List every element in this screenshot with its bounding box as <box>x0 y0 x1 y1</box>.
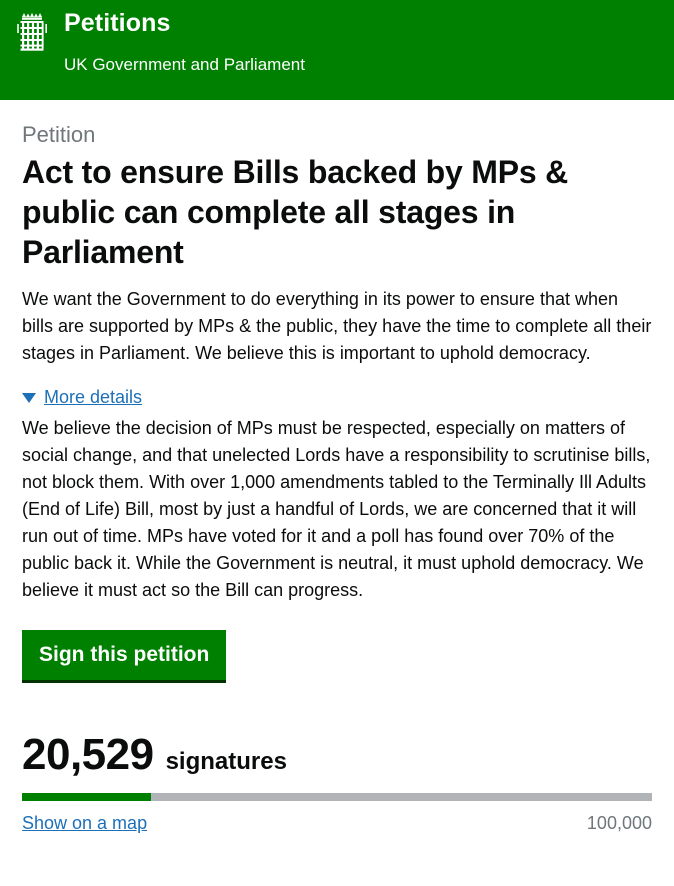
triangle-down-icon <box>22 393 36 403</box>
signature-progress-fill <box>22 793 151 801</box>
header-text <box>64 8 305 76</box>
signature-footer <box>22 811 652 835</box>
signature-count-line <box>22 731 652 779</box>
site-title[interactable]: Petitions <box>64 9 171 37</box>
page-title: Act to ensure Bills backed by MPs & public can complete all stages in Parliament <box>22 154 569 270</box>
signature-count-section <box>22 731 652 835</box>
signature-count: 20,529 <box>22 730 154 779</box>
signature-threshold: 100,000 <box>586 813 652 833</box>
petition-additional-details-text: We believe the decision of MPs must be respected, especially on matters of social change, and that unelected Lords have a responsibility to scrutinise bills, not block them. With over 1,000 amendments tabled to the Terminally Ill Adults (End of Life) Bill, most by just a handful of Lords, we are concerned that it will run out of time. MPs have voted for it and a poll has found over 70% of the public back it. While the Government is neutral, it must uphold democracy. We believe it must act so the Bill can progress. <box>22 418 651 600</box>
show-on-a-map-link[interactable]: Show on a map <box>22 813 148 833</box>
sign-this-petition-button[interactable]: Sign this petition <box>22 630 226 683</box>
header-inner <box>0 8 674 76</box>
petition-background-text: We want the Government to do everything in its power to ensure that when bills are supported by MPs & the public, they have the time to complete all their stages in Parliament. We believe this is important to uphold democracy. <box>22 289 652 363</box>
more-details-toggle[interactable] <box>22 385 142 409</box>
sign-petition-wrapper <box>22 630 652 683</box>
site-subtitle: UK Government and Parliament <box>64 55 305 74</box>
portcullis-crown-icon <box>14 12 50 52</box>
petition-label: Petition <box>22 122 96 147</box>
site-header <box>0 0 674 100</box>
signature-count-word: signatures <box>165 748 287 775</box>
more-details-label[interactable]: More details <box>44 387 143 407</box>
signature-progress-bar <box>22 793 652 801</box>
main-content <box>0 100 674 835</box>
